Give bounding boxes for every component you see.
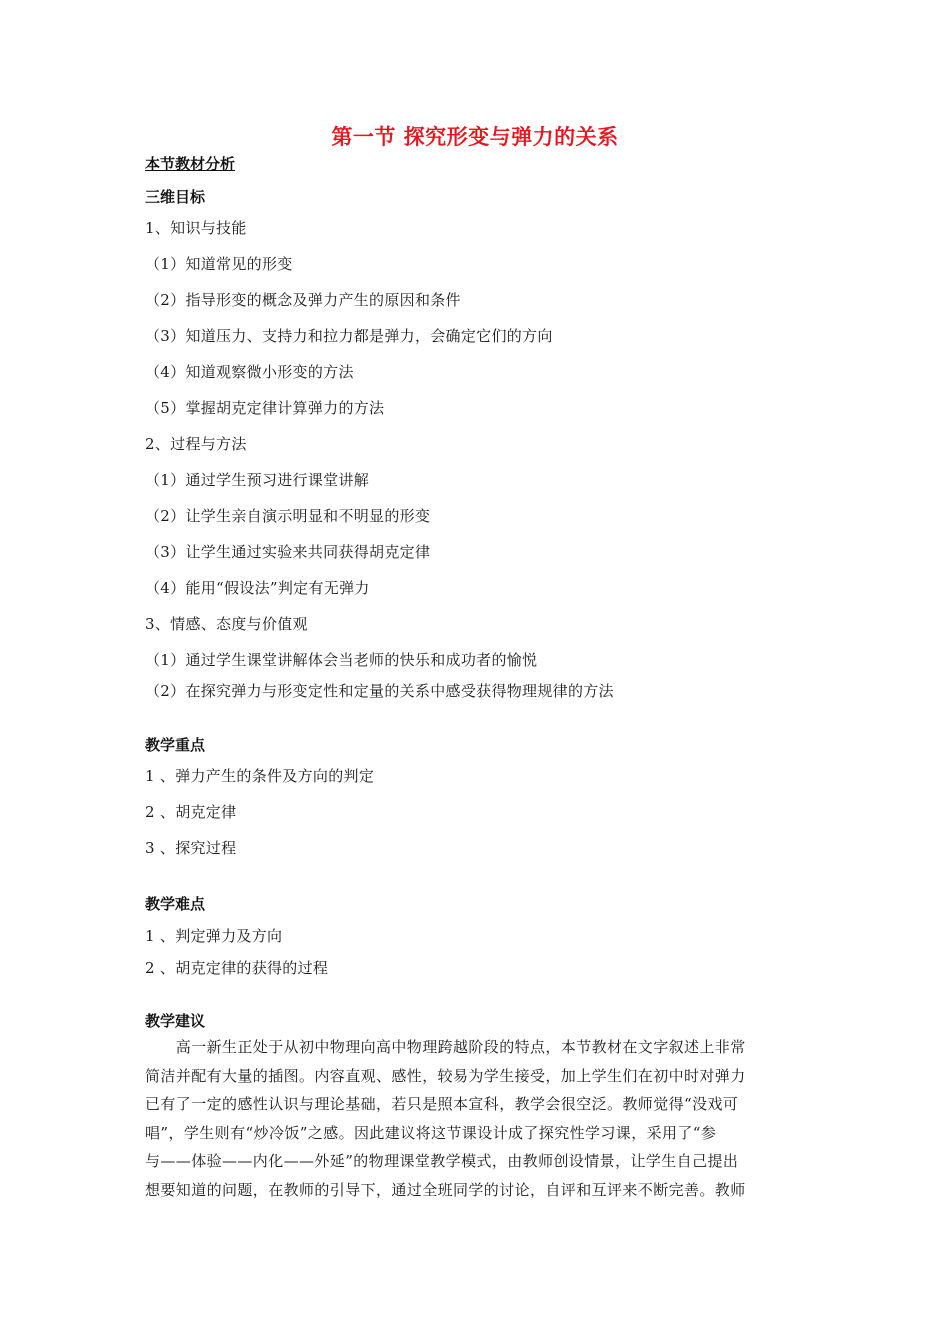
paragraph-line: 想要知道的问题，在教师的引导下，通过全班同学的讨论，自评和互评来不断完善。教师	[145, 1180, 746, 1199]
paragraph-line: 高一新生正处于从初中物理向高中物理跨越阶段的特点，本节教材在文字叙述上非常	[145, 1038, 746, 1056]
difficulty-item: 1 、判定弹力及方向	[145, 927, 283, 945]
paragraph-line: 唱”，学生则有“炒冷饭”之感。因此建议将这节课设计成了探究性学习课，采用了“参	[145, 1123, 717, 1142]
objective-item: （1）知道常见的形变	[145, 255, 293, 273]
objective-item: （2）让学生亲自演示明显和不明显的形变	[145, 507, 431, 525]
objective-item: （3）知道压力、支持力和拉力都是弹力，会确定它们的方向	[145, 327, 553, 345]
paragraph-line: 与——体验——内化——外延”的物理课堂教学模式，由教师创设情景，让学生自己提出	[145, 1152, 739, 1170]
objective-group-label: 2、过程与方法	[145, 435, 247, 453]
key-point-item: 2 、胡克定律	[145, 803, 237, 821]
difficulties-heading: 教学难点	[145, 895, 206, 913]
document-title: 第一节 探究形变与弹力的关系	[331, 125, 619, 149]
suggestions-heading: 教学建议	[145, 1012, 206, 1030]
suggestions-paragraph	[145, 1033, 810, 1204]
paragraph-line: 简洁并配有大量的插图。内容直观、感性，较易为学生接受，加上学生们在初中时对弹力	[145, 1066, 746, 1085]
objective-group-label: 3、情感、态度与价值观	[145, 615, 308, 633]
objective-item: （2）指导形变的概念及弹力产生的原因和条件	[145, 291, 461, 309]
key-point-item: 1 、弹力产生的条件及方向的判定	[145, 767, 375, 785]
objective-group-label: 1、知识与技能	[145, 219, 247, 237]
objective-item: （1）通过学生预习进行课堂讲解	[145, 471, 370, 489]
objectives-heading: 三维目标	[145, 188, 206, 206]
paragraph-line: 已有了一定的感性认识与理论基础，若只是照本宣科，教学会很空泛。教师觉得“没戏可	[145, 1095, 739, 1113]
section-heading: 本节教材分析	[145, 155, 236, 173]
objective-item: （3）让学生通过实验来共同获得胡克定律	[145, 543, 431, 561]
key-point-item: 3 、探究过程	[145, 839, 237, 857]
objective-item: （2）在探究弹力与形变定性和定量的关系中感受获得物理规律的方法	[145, 682, 614, 700]
objective-item: （4）能用“假设法”判定有无弹力	[145, 579, 370, 597]
objective-item: （5）掌握胡克定律计算弹力的方法	[145, 399, 385, 417]
key-points-heading: 教学重点	[145, 736, 206, 754]
objective-item: （1）通过学生课堂讲解体会当老师的快乐和成功者的愉悦	[145, 651, 538, 669]
objective-item: （4）知道观察微小形变的方法	[145, 363, 354, 381]
difficulty-item: 2 、胡克定律的获得的过程	[145, 959, 329, 977]
